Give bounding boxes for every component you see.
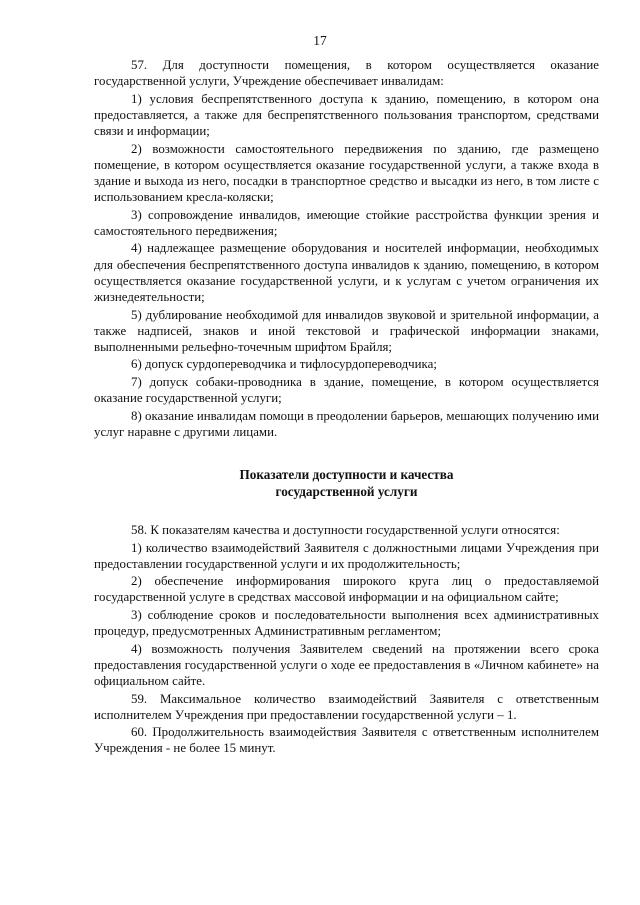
paragraph-58: 58. К показателям качества и доступности государственной услуги относятся: <box>131 523 560 538</box>
list-item-57-7: 7) допуск собаки-проводника в здание, помещение, в котором осуществляется оказание государственной услуги; <box>94 374 599 406</box>
list-item-58-4: 4) возможность получения Заявителем сведений на протяжении всего срока предоставления государственной услуги о ходе ее предоставления в «Личном кабинете» на официальном сайте. <box>94 641 599 689</box>
paragraph-59: 59. Максимальное количество взаимодействий Заявителя с ответственным исполнителем Учреждения при предоставлении государственной услуги – 1. <box>94 691 599 722</box>
list-item-57-2: 2) возможности самостоятельного передвижения по зданию, где размещено помещение, в котором осуществляется оказание государственной услуги, а также входа в здание и выхода из него, посадки в транспортное средство и высадки из него, в том листе с использованием кресла-коляски; <box>94 141 599 205</box>
paragraph-60: 60. Продолжительность взаимодействия Заявителя с ответственным исполнителем Учреждения - не более 15 минут. <box>94 725 599 756</box>
list-item-57-3: 3) сопровождение инвалидов, имеющие стойкие расстройства функции зрения и самостоятельного передвижения; <box>94 207 599 238</box>
list-item-57-4: 4) надлежащее размещение оборудования и носителей информации, необходимых для обеспечения беспрепятственного доступа инвалидов к зданию, помещению, в котором осуществляется оказание государственной услуги, и к услугам с учетом ограничения их жизнедеятельности; <box>94 241 599 305</box>
section-heading-line-2: государственной услуги <box>275 484 418 500</box>
list-item-57-5: 5) дублирование необходимой для инвалидов звуковой и зрительной информации, а также надписей, знаков и иной текстовой и графической информации знаками, выполненными рельефно-точечным шрифтом Брайля; <box>94 307 599 354</box>
page-number: 17 <box>313 33 327 48</box>
list-item-57-8: 8) оказание инвалидам помощи в преодолении барьеров, мешающих получению ими услуг наравне с другими лицами. <box>94 408 599 439</box>
list-item-57-6: 6) допуск сурдопереводчика и тифлосурдопереводчика; <box>131 357 437 372</box>
section-heading <box>94 466 599 500</box>
list-item-58-2: 2) обеспечение информирования широкого круга лиц о предоставляемой государственной услуге в средствах массовой информации и на официальном сайте; <box>94 574 599 605</box>
list-item-58-1: 1) количество взаимодействий Заявителя с должностными лицами Учреждения при предоставлении государственной услуги и их продолжительность; <box>94 540 599 571</box>
list-item-58-3: 3) соблюдение сроков и последовательности выполнения всех административных процедур, предусмотренных Административным регламентом; <box>94 607 599 639</box>
list-item-57-1: 1) условия беспрепятственного доступа к зданию, помещению, в котором она предоставляется, а также для беспрепятственного пользования транспортом, средствами связи и информации; <box>94 91 599 139</box>
document-body <box>94 57 599 758</box>
section-heading-line-1: Показатели доступности и качества <box>239 467 454 483</box>
paragraph-57: 57. Для доступности помещения, в котором осуществляется оказание государственной услуги, Учреждение обеспечивает инвалидам: <box>94 58 599 89</box>
